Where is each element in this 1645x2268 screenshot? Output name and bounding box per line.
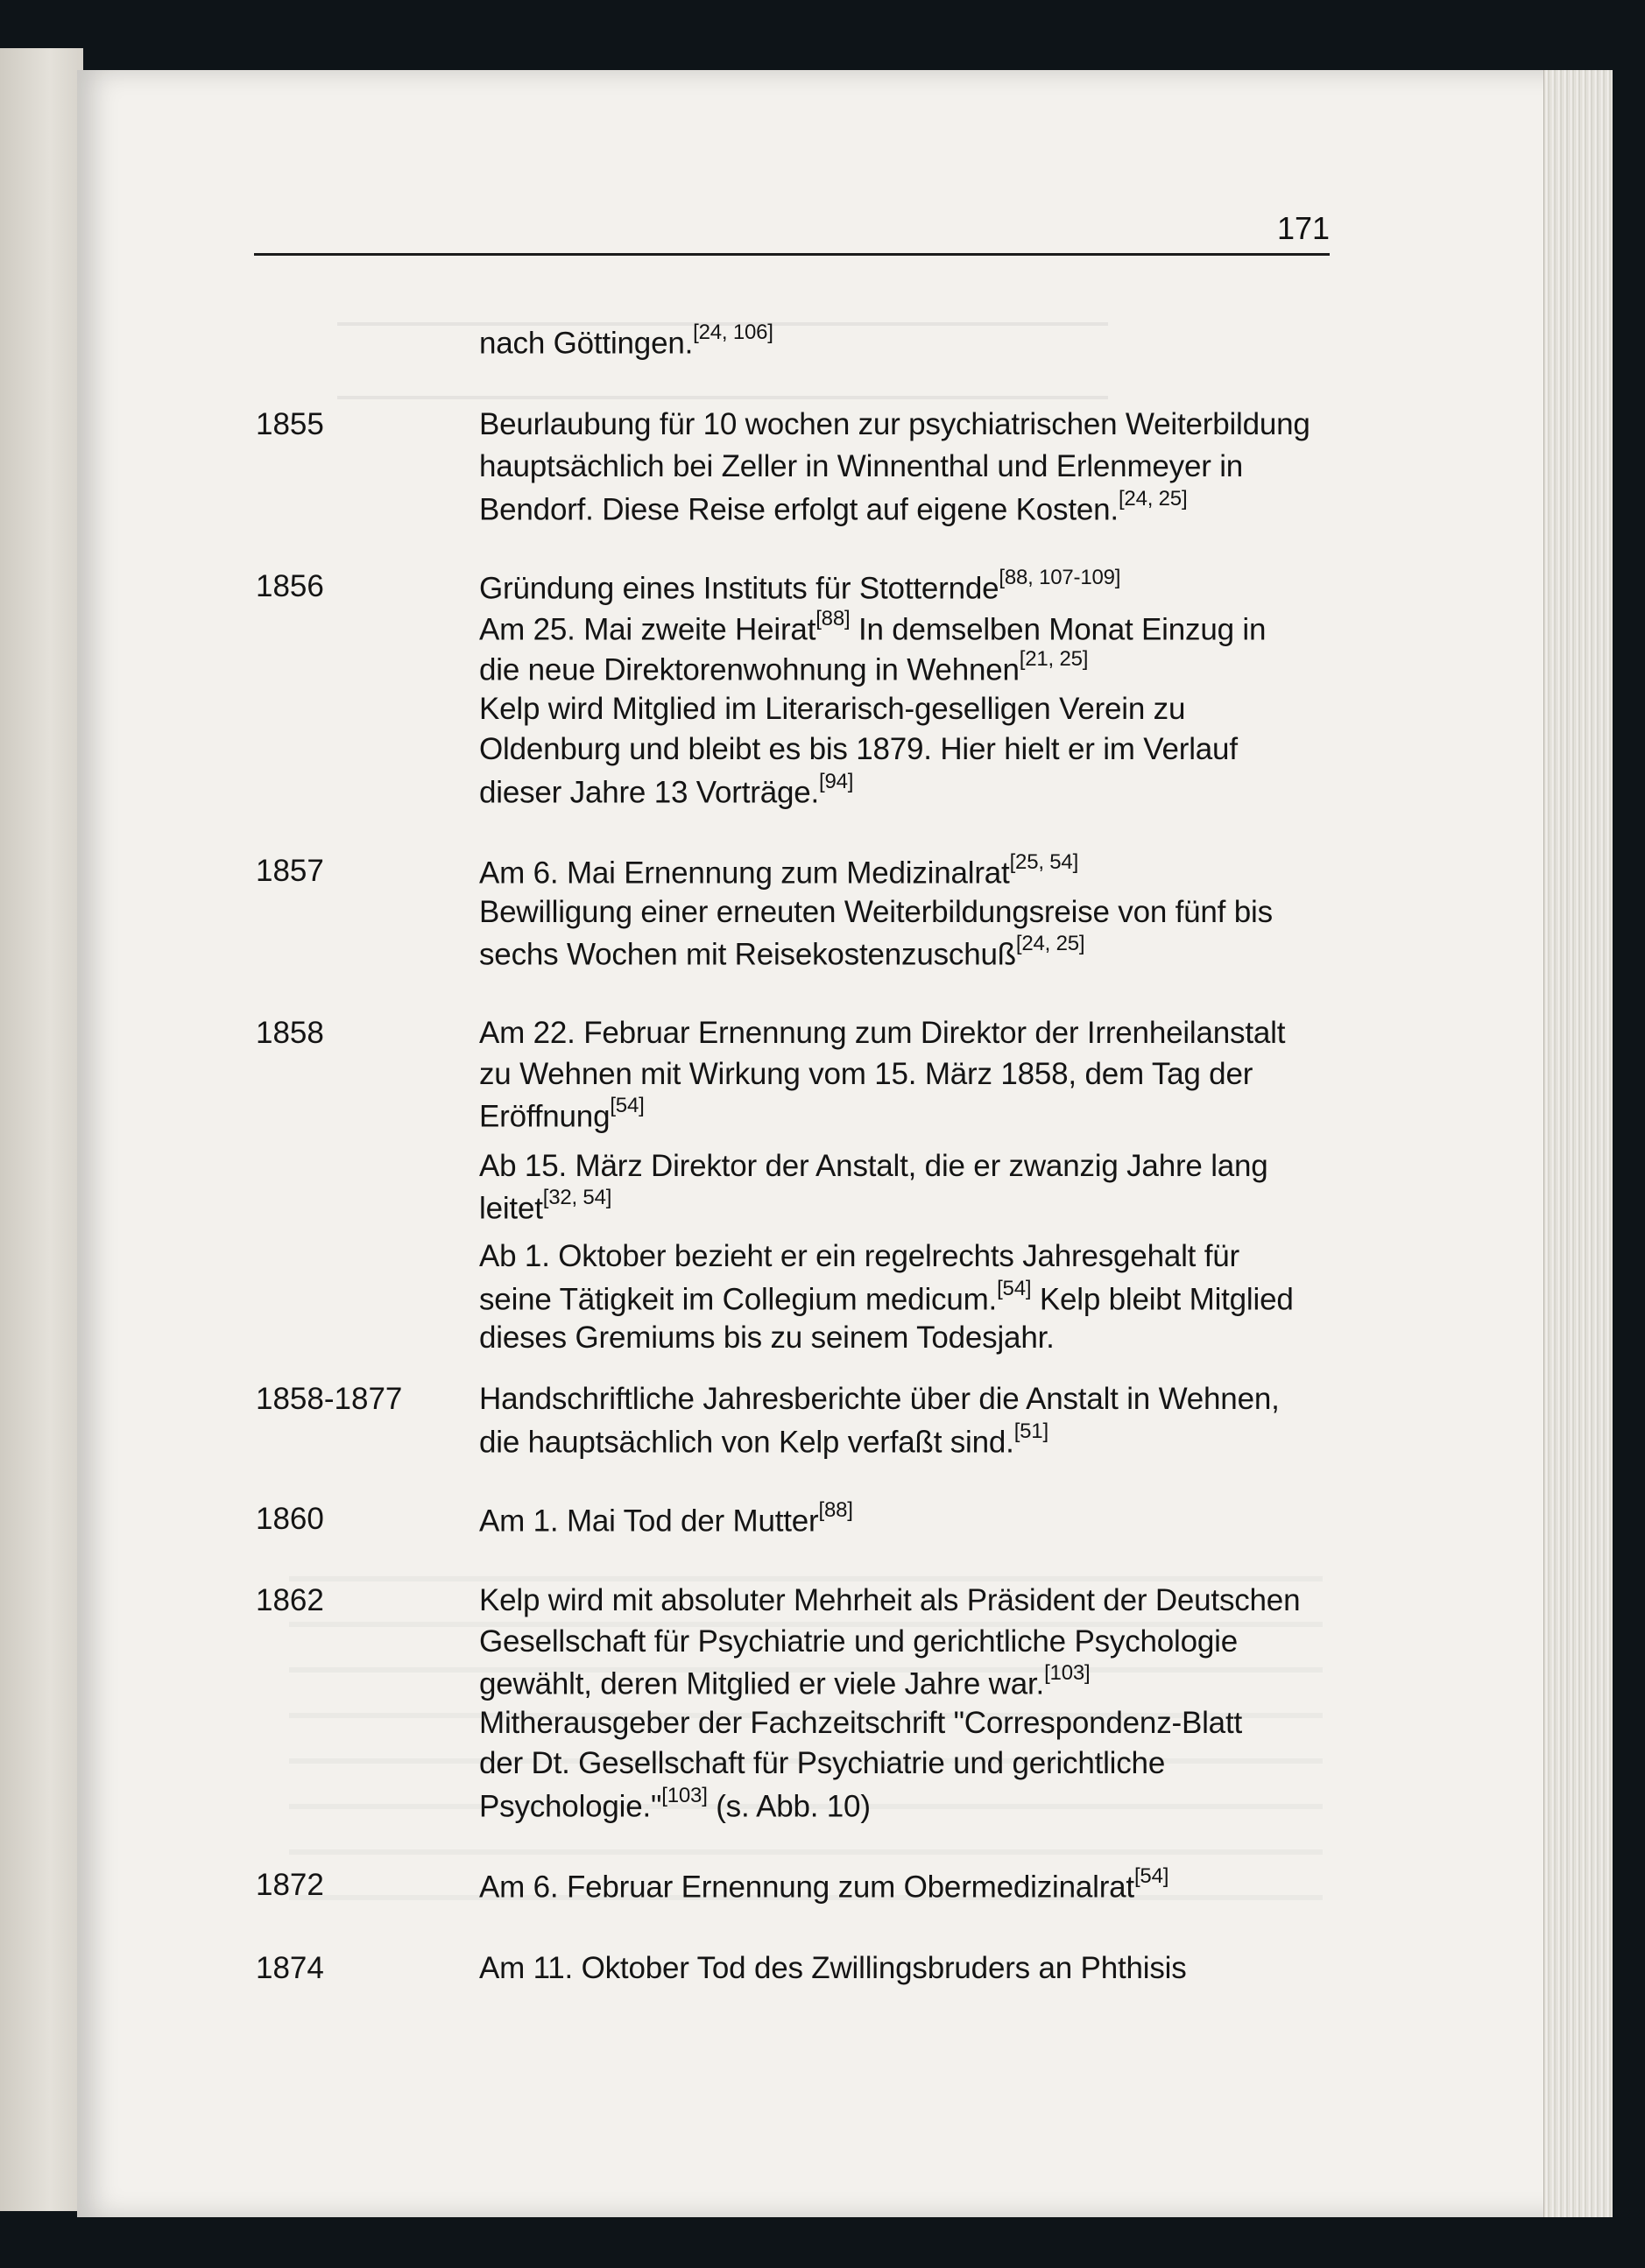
citation-reference: [88, 107-109] [999,566,1121,589]
line-text: Am 25. Mai zweite Heirat [479,612,816,647]
entry-text-line [479,487,1188,528]
line-text: dieses Gremiums bis zu seinem Todesjahr. [479,1321,1055,1355]
entry-text-line [479,1382,1280,1417]
entry-text-line [479,1784,871,1825]
entry-text-line [479,1746,1165,1781]
entry-text-line [479,1094,645,1135]
line-text: Eröffnung [479,1099,611,1134]
entry-text-line [479,1057,1253,1092]
line-text: die hauptsächlich von Kelp verfaßt sind. [479,1425,1014,1460]
entry-text-line [479,1583,1300,1618]
line-text: der Dt. Gesellschaft für Psychiatrie und gerichtliche [479,1746,1166,1780]
entry-text-line [479,1624,1238,1659]
line-text: Am 22. Februar Ernennung zum Direktor der Irrenheilanstalt [479,1016,1286,1050]
entry-text-line [479,647,1089,688]
entry-year: 1858 [256,1016,324,1050]
line-text: Am 6. Februar Ernennung zum Obermedizinalrat [479,1870,1134,1905]
entry-year: 1855 [256,407,324,441]
entry-text-line [479,449,1243,484]
entry-text-line [479,1277,1294,1318]
citation-reference: [24, 25] [1015,932,1085,955]
entry-text-line [479,1239,1239,1274]
entry-text-line [479,732,1238,767]
citation-reference: [24, 25] [1118,487,1188,511]
line-text: Ab 15. März Direktor der Anstalt, die er zwanzig Jahre lang [479,1149,1268,1183]
citation-reference: [88] [815,607,851,630]
line-text: Ab 1. Oktober bezieht er ein regelrechts Jahresgehalt für [479,1239,1239,1273]
entry-year: 1872 [256,1868,324,1902]
citation-reference: [32, 54] [542,1186,612,1209]
line-text: Kelp wird Mitglied im Literarisch-geselligen Verein zu [479,692,1186,726]
citation-reference: [54] [1133,1864,1169,1888]
entry-text-line [479,932,1085,973]
line-text: Psychologie." [479,1789,662,1824]
entry-text-line [479,1149,1268,1184]
entry-year: 1858-1877 [256,1382,403,1416]
entry-text-line [479,770,854,811]
entry-text-line [479,1498,853,1539]
citation-reference: [51] [1013,1419,1048,1443]
facing-page-edge [0,48,83,2211]
citation-reference: [24, 106] [693,320,773,344]
header-rule [254,253,1330,256]
line-text: Gründung eines Instituts für Stotternde [479,571,999,606]
entry-text-line [479,566,1121,607]
line-text-continued: Kelp bleibt Mitglied [1031,1282,1294,1317]
line-text: Kelp wird mit absoluter Mehrheit als Präsident der Deutschen [479,1583,1301,1617]
citation-reference: [94] [819,770,854,793]
citation-reference: [54] [610,1094,645,1117]
line-text: dieser Jahre 13 Vorträge. [479,775,820,810]
entry-year: 1856 [256,569,324,603]
line-text: hauptsächlich bei Zeller in Winnenthal und Erlenmeyer in [479,449,1244,483]
line-text: Mitherausgeber der Fachzeitschrift "Correspondenz-Blatt [479,1706,1242,1740]
line-text: die neue Direktorenwohnung in Wehnen [479,652,1020,687]
line-text: Am 6. Mai Ernennung zum Medizinalrat [479,856,1010,891]
line-text: Beurlaubung für 10 wochen zur psychiatrischen Weiterbildung [479,407,1310,441]
entry-text-line [479,1661,1091,1702]
citation-reference: [88] [818,1498,853,1522]
page-number: 171 [1277,210,1331,246]
citation-reference: [54] [997,1277,1032,1300]
entry-text-line [479,1419,1048,1461]
line-text: Oldenburg und bleibt es bis 1879. Hier hielt er im Verlauf [479,732,1238,766]
entry-text-line [479,607,1267,648]
entry-text-line [479,895,1273,930]
entry-text-line [479,407,1310,442]
entry-text-line [479,692,1185,727]
line-text: Bendorf. Diese Reise erfolgt auf eigene Kosten. [479,492,1119,527]
line-text: Am 11. Oktober Tod des Zwillingsbruders an Phthisis [479,1951,1187,1985]
line-text: nach Göttingen. [479,326,694,361]
line-text: Gesellschaft für Psychiatrie und gerichtliche Psychologie [479,1624,1238,1659]
citation-reference: [25, 54] [1009,850,1079,874]
line-text: seine Tätigkeit im Collegium medicum. [479,1282,998,1317]
entry-text-line [479,850,1079,891]
entry-text-line [479,1016,1285,1051]
line-text: leitet [479,1191,543,1226]
line-text: Bewilligung einer erneuten Weiterbildungsreise von fünf bis [479,895,1273,929]
citation-reference: [103] [1044,1661,1091,1685]
entry-year: 1857 [256,854,324,888]
line-text: zu Wehnen mit Wirkung vom 15. März 1858, dem Tag der [479,1057,1253,1091]
entry-year: 1862 [256,1583,324,1617]
line-text-continued: In demselben Monat Einzug in [850,612,1267,647]
line-text: gewählt, deren Mitglied er viele Jahre war. [479,1666,1045,1701]
entry-year: 1874 [256,1951,324,1985]
citation-reference: [21, 25] [1019,647,1089,671]
citation-reference: [103] [661,1784,708,1807]
line-text: sechs Wochen mit Reisekostenzuschuß [479,937,1016,972]
entry-text-line [479,320,773,362]
line-text-continued: (s. Abb. 10) [707,1789,871,1824]
entry-text-line [479,1951,1187,1986]
entry-text-line [479,1864,1169,1905]
line-text: Am 1. Mai Tod der Mutter [479,1504,819,1539]
entry-text-line [479,1706,1242,1741]
entry-year: 1860 [256,1502,324,1536]
line-text: Handschriftliche Jahresberichte über die Anstalt in Wehnen, [479,1382,1280,1416]
page-stack-edges [1543,70,1613,2217]
entry-text-line [479,1186,612,1227]
entry-text-line [479,1321,1055,1356]
